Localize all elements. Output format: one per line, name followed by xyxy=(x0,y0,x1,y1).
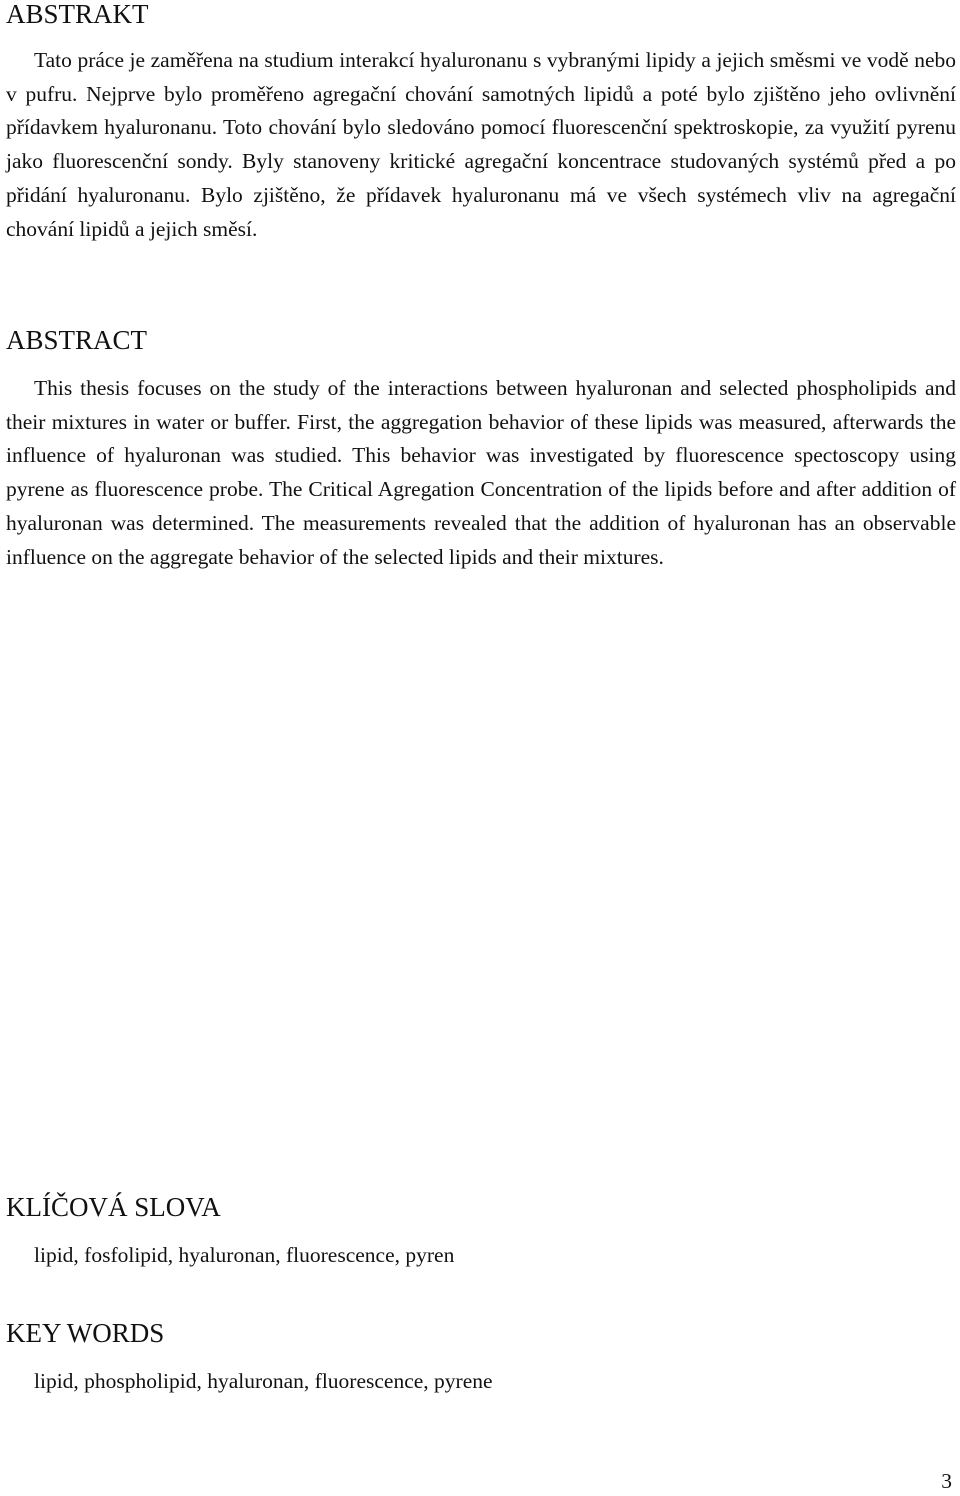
keywords-en-heading: KEY WORDS xyxy=(6,1318,165,1348)
abstract-paragraph: This thesis focuses on the study of the interactions between hyaluronan and selected phospholipids and their mixtures in water or buffer. First, the aggregation behavior of these lipids was measured, afterwards the influence of hyaluronan was studied. This behavior was investigated by fluorescence spectoscopy using pyrene as fluorescence probe. The Critical Agregation Concentration of the lipids before and after addition of hyaluronan was determined. The measurements revealed that the addition of hyaluronan has an observable influence on the aggregate behavior of the selected lipids and their mixtures. xyxy=(6,376,956,569)
abstrakt-paragraph: Tato práce je zaměřena na studium interakcí hyaluronanu s vybranými lipidy a jejich směsmi ve vodě nebo v pufru. Nejprve bylo proměřeno agregační chování samotných lipidů a poté bylo zjištěno jeho ovlivnění přídavkem hyaluronanu. Toto chování bylo sledováno pomocí fluorescenční spektroskopie, za využití pyrenu jako fluorescenční sondy. Byly stanoveny kritické agregační koncentrace studovaných systémů před a po přidání hyaluronanu. Bylo zjištěno, že přídavek hyaluronanu má ve všech systémech vliv na agregační chování lipidů a jejich směsí. xyxy=(6,48,956,241)
page-number: 3 xyxy=(941,1469,952,1493)
keywords-cz-list: lipid, fosfolipid, hyaluronan, fluorescence, pyren xyxy=(34,1243,455,1267)
abstract-heading: ABSTRACT xyxy=(6,325,148,355)
keywords-en-list: lipid, phospholipid, hyaluronan, fluorescence, pyrene xyxy=(34,1369,493,1393)
keywords-cz-heading: KLÍČOVÁ SLOVA xyxy=(6,1192,221,1222)
abstrakt-heading: ABSTRAKT xyxy=(6,0,149,29)
